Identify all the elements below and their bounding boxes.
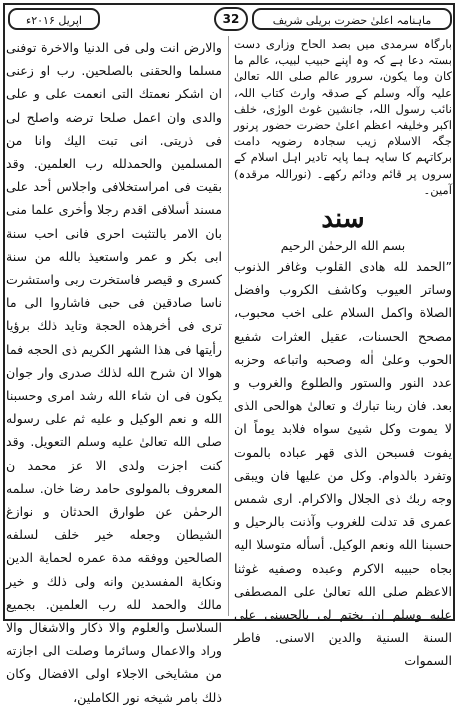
page-number: 32 <box>214 7 248 31</box>
arabic-text-right: ”الحمد لله هادى القلوب وغافر الذنوب وساتر العيوب وكاشف الكروب وافضل الصلاة واكمل السلام على اخب محبوب، مصحح الحسنات، عقيل العثرات شفيع الحوب وعلىٰ اٰله وصحبه واتباعه وحزبه عدد النور والستور والطلوع والغروب و بعد. فان ربنا تبارك و تعالىٰ هوالحى الذى لا يموت وكل شيئ سواه فلابد يوماً ان يفوت فسبحن الذى قهر عباده بالموت وتفرد بالدوام. وكل من عليها فان ويبقى وجه ربك ذى الجلال والاكرام. ارى شمس عمرى قد تدلت للغروب وآذنت بالرحيل و حسبنا الله ونعم الوكيل. أسأله متوسلا اليه بجاه حبيبه الاكرم وعبده وصفيه غوثنا الاعظم صلى الله تعالىٰ على المصطفى عليه وسلم ان يختم لى بالحسنى على السنة السنية والدين الاسنى. فاطر السموات <box>234 259 452 669</box>
urdu-intro-paragraph: بارگاہ سرمدی میں بصد الحاح وزاری دست بستہ دعا ہے کہ وہ اپنے حبیب لبیب، عالم ما کان وما یکون، سرور عالم صلی اللہ تعالیٰ علیہ وآلہ وسلم کے صدقہ وارث کتاب اللہ، نائب رسول اللہ، جانشین غوث الورٰی، خلف اکبر وخلیفہ اعظم اعلیٰ حضرت حضور پرنور جگہ الاسلام زیب سجادہ رضویہ دامت برکاتہم کا سایہ ہما پایہ تادیر اہل اسلام کے سروں پر قائم ودائم رکھے۔ (نوراللہ مرقدہ) آمین۔ <box>234 37 452 197</box>
column-divider <box>228 36 229 616</box>
right-column <box>234 36 452 673</box>
magazine-title: ماہنامہ اعلیٰ حضرت بریلی شریف <box>252 8 452 30</box>
left-column <box>6 36 222 709</box>
page-header <box>8 7 452 33</box>
issue-date: اپریل ۲۰۱۶ء <box>8 8 100 30</box>
bismillah-line: بسم الله الرحمٰن الرحيم <box>280 238 406 254</box>
arabic-text-left: والارض انت ولى فى الدنيا والاخرة توفنى مسلما والحقنى بالصلحين. رب او زعنى ان اشكر نعمتك التى انعمت على و على والدى وان اعمل صلحا ترضه واصلح لى فى ذريتى. انى تبت اليك وانا من المسلمين والحمدلله رب العلمين. وقد بقيت فى امراستخلافى واجلاس أحد على مسند أسلافى اقدم رجلا وأخرى علما منى بان الامر بالتثبت احرى فانى احب سنة ابى بكر و عمر واستعيذ بالله من سنة كسرى و قيصر فاستخرت ربى واستشرت ناسا صادقين فى حبى فاشاروا الى ما ترى فى أخرهذه الحجة وتايد ذلك برؤيا رأيتها فى هذا الشهر الكريم ذى الحجه فما هوالا ان شرح الله لذلك صدرى وار جوان يكون فى ان شاء الله رشد امرى وحسبنا الله و نعم الوكيل و عليه ثم على رسوله صلى الله تعالىٰ عليه وسلم التعويل. وقد كنت اجزت ولدى الا عز محمد ن المعروف بالمولوى حامد رضا خان. سلمه الرحمٰن عن طوارق الحدثان و نوازغ الشيطان وجعله خير خلف لسلفه الصالحين ووفقه مدة عمره لحماية الدين ونكاية المفسدين وانه ولى ذلك و خير مالك والحمد لله رب العلمين. بجميع السلاسل والعلوم والا ذكار والاشغال والا وراد والاعمال وسائرما وصلت الى اجازته من مشايخى الاجلاء اولى الافضال وكان ذلك بامر شيخه نور الكاملين، <box>6 40 222 705</box>
section-title: سند <box>321 204 365 235</box>
